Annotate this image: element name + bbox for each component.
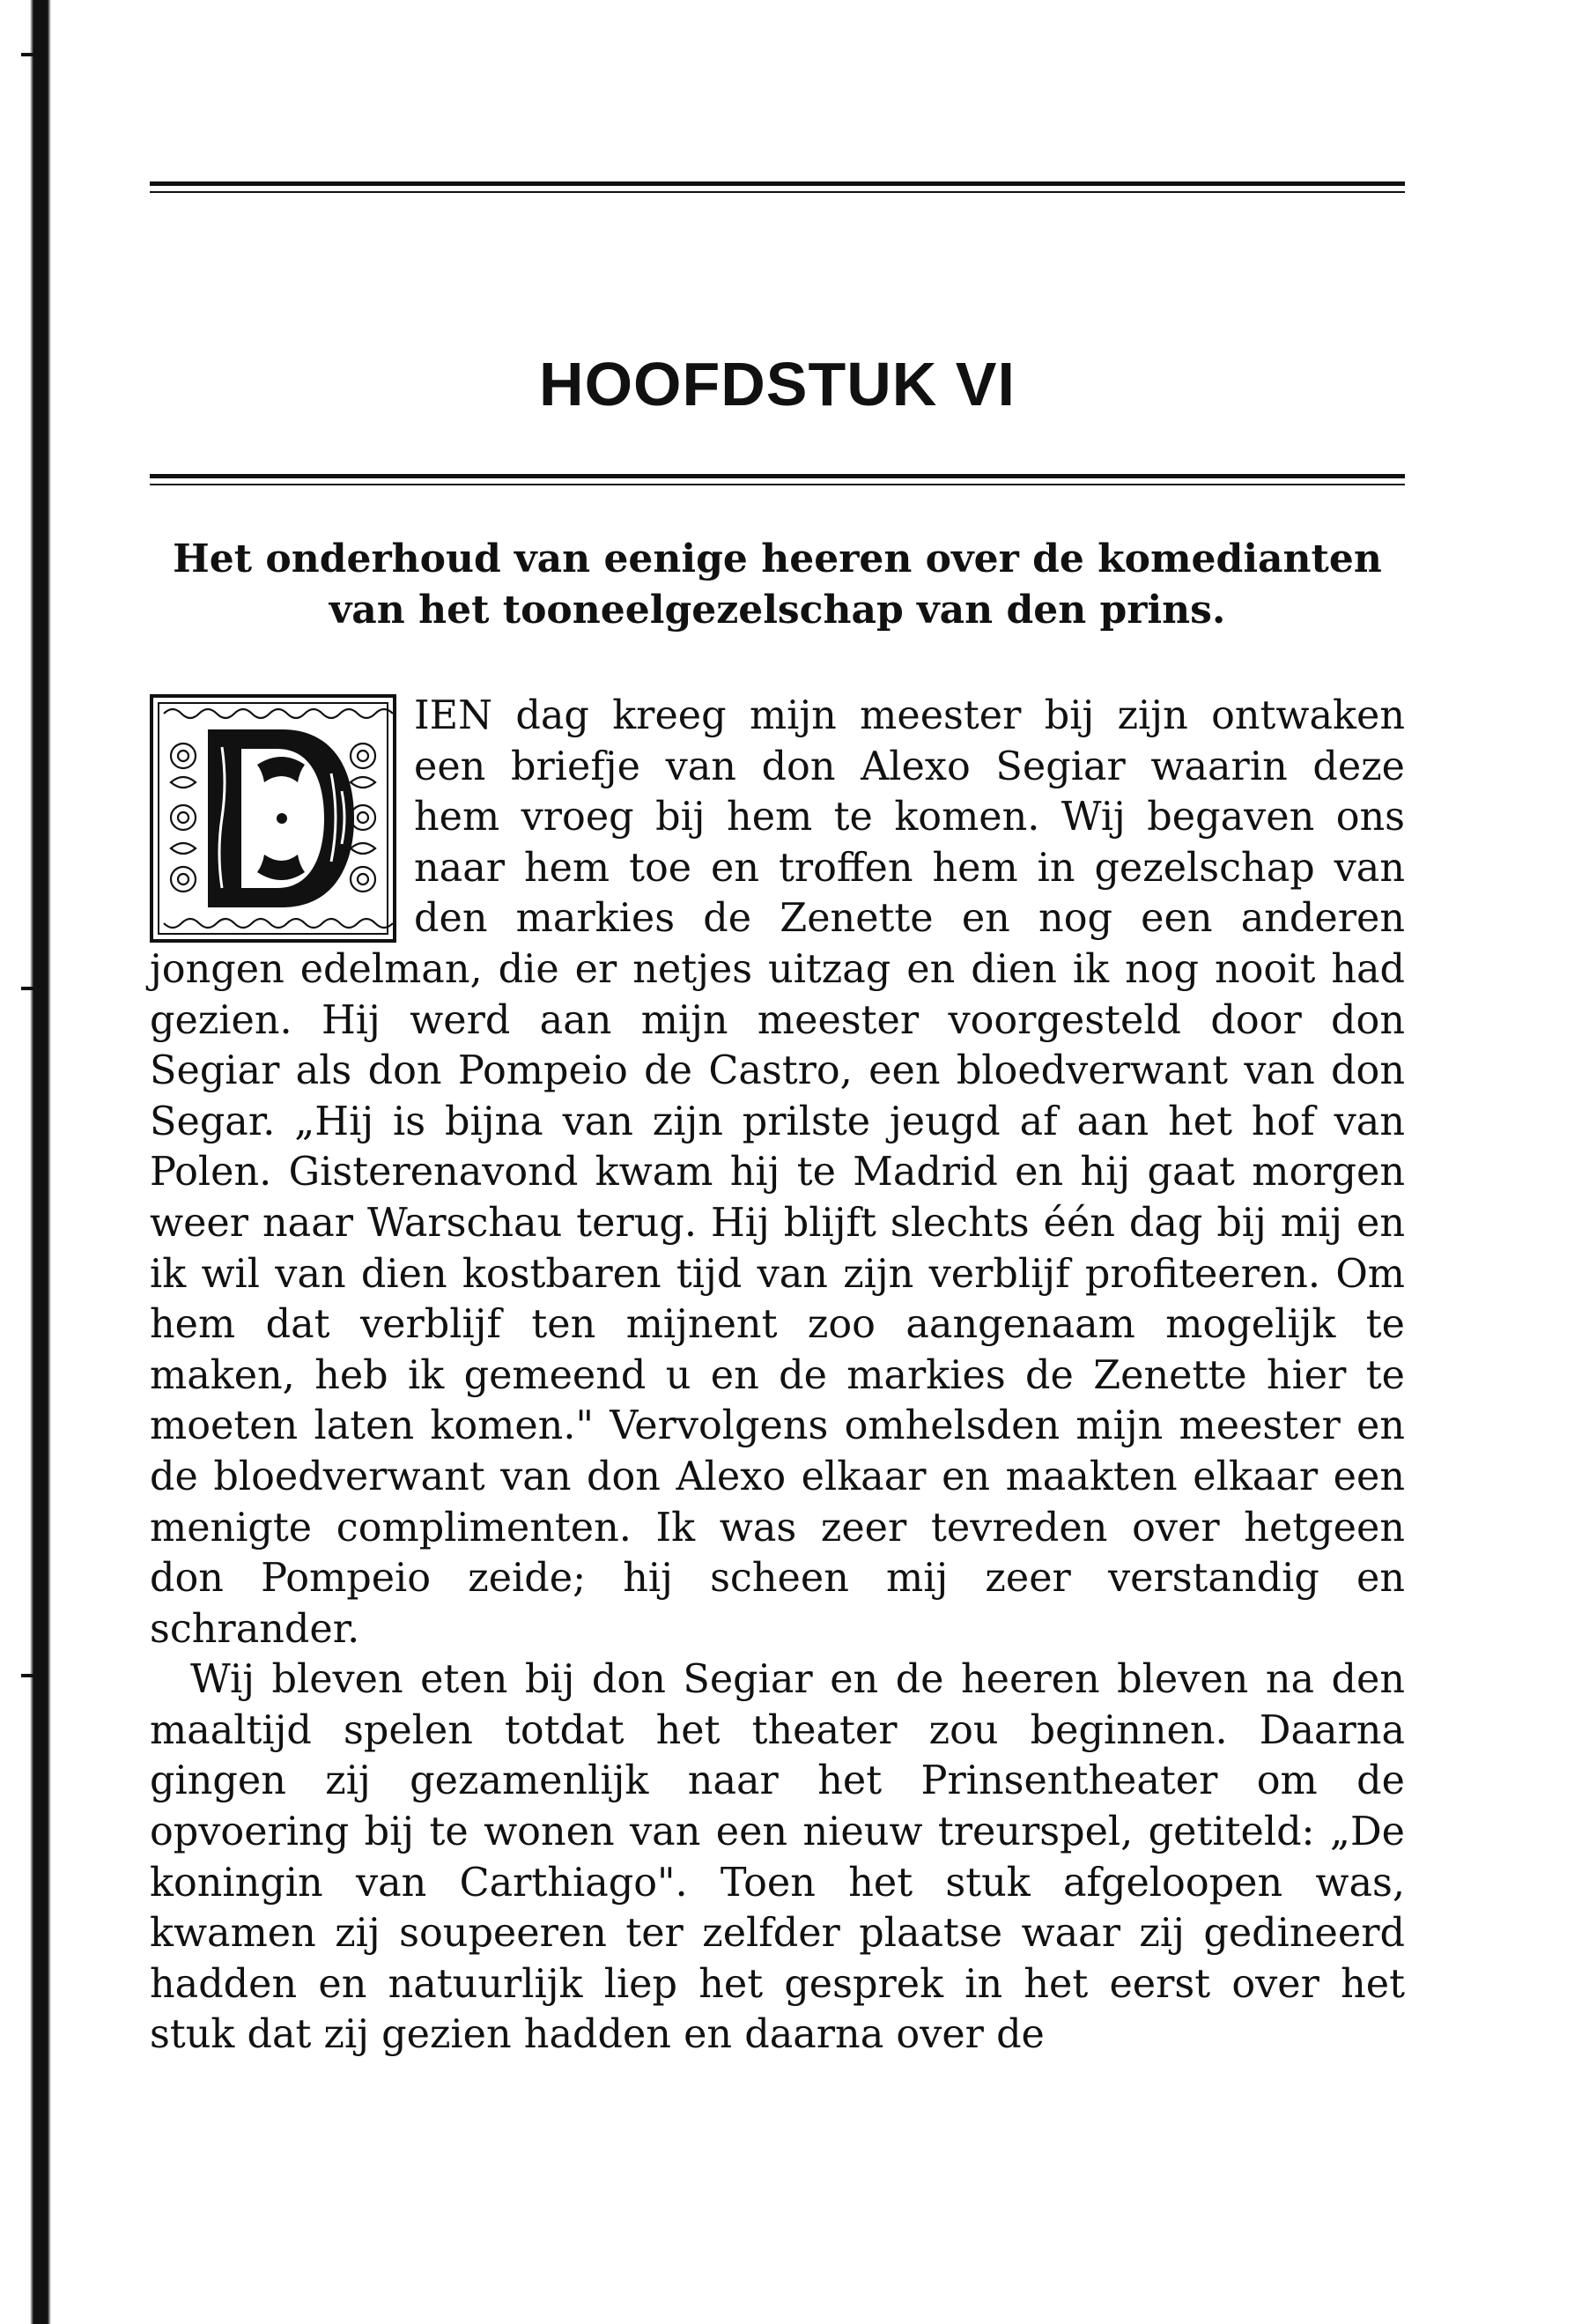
chapter-title: HOOFDSTUK VI (539, 349, 1016, 418)
paragraph-2: Wij bleven eten bij don Segiar en de heeren bleven na den maaltijd spelen totdat het theater zou beginnen. Daarna gingen zij gezamenlijk naar het Prinsentheater om de opvoering bij te wonen van een nieuw treurspel, getiteld: „De koningin van Carthiago". Toen het stuk afgeloopen was, kwamen zij soupeeren ter zelfder plaatse waar zij gedineerd hadden en natuurlijk liep het gesprek in het eerst over het stuk dat zij gezien hadden en daarna over de (150, 1657, 1405, 2058)
spine-mark (21, 987, 37, 990)
spine-mark (21, 53, 37, 56)
top-double-rule (150, 181, 1405, 193)
spine-mark (21, 1674, 37, 1677)
subtitle-line-1: Het onderhoud van eenige heeren over de komedianten (173, 537, 1382, 581)
drop-cap-ornament-icon (150, 694, 396, 943)
subtitle-line-2: van het tooneelgezelschap van den prins. (329, 588, 1226, 633)
chapter-body (150, 691, 1405, 2061)
bottom-double-rule (150, 474, 1405, 485)
paragraph-1 (150, 691, 1405, 1654)
chapter-subtitle (150, 534, 1405, 636)
book-spine-shadow (0, 0, 51, 2324)
book-page (150, 0, 1405, 2324)
paragraph-1-text: IEN dag kreeg mijn meester bij zijn ontwaken een briefje van don Alexo Segiar waarin deze hem vroeg bij hem te komen. Wij begaven ons naar hem toe en troffen hem in gezelschap van den markies de Zenette en nog een anderen jongen edelman, die er netjes uitzag en dien ik nog nooit had gezien. Hij werd aan mijn meester voorgesteld door don Segiar als don Pompeio de Castro, een bloedverwant van don Segar. „Hij is bijna van zijn prilste jeugd af aan het hof van Polen. Gisterenavond kwam hij te Madrid en hij gaat morgen weer naar Warschau terug. Hij blijft slechts één dag bij mij en ik wil van dien kostbaren tijd van zijn verblijf profiteeren. Om hem dat verblijf ten mijnent zoo aangenaam mogelijk te maken, heb ik gemeend u en de markies de Zenette hier te moeten laten komen." Vervolgens omhelsden mijn meester en de bloedverwant van don Alexo elkaar en maakten elkaar een menigte complimenten. Ik was zeer tevreden over hetgeen don Pompeio zeide; hij scheen mij zeer verstandig en schrander. (150, 693, 1405, 1652)
